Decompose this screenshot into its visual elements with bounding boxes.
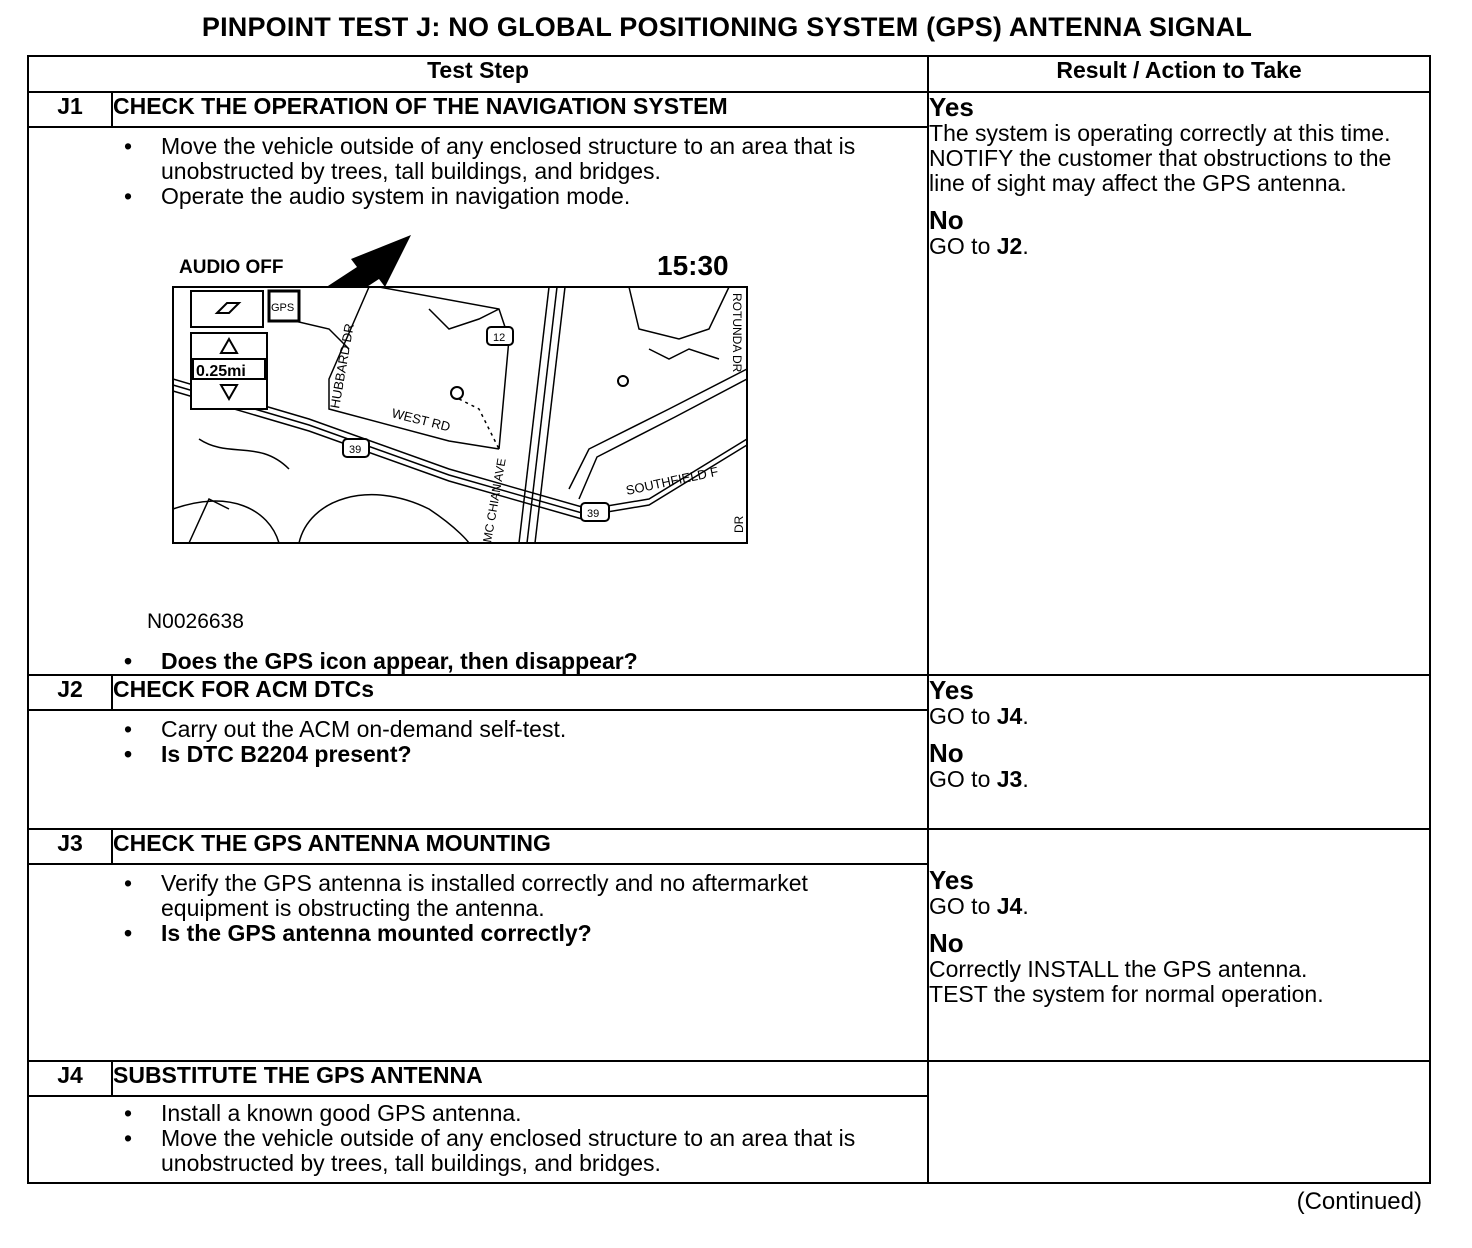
bullet: • Move the vehicle outside of any enclosed structure to an area that is unobstructed by trees, tall buildings, and bridges. <box>29 1126 927 1176</box>
step-j4-body <box>28 1096 928 1183</box>
step-j3-result <box>928 829 1430 1061</box>
step-j4-title-row <box>28 1061 1430 1096</box>
yes-target-link: J4 <box>996 703 1023 729</box>
bullet: • Operate the audio system in navigation mode. <box>29 184 927 209</box>
street-label: SOUTHFIELD F <box>624 463 720 498</box>
figure-label: N0026638 <box>147 610 244 633</box>
yes-label: Yes <box>929 675 974 705</box>
bullet-question: • Is DTC B2204 present? <box>29 742 927 767</box>
yes-action: The system is operating correctly at this time. NOTIFY the customer that obstructions to the line of sight may affect the GPS antenna. <box>929 120 1392 196</box>
yes-action <box>929 894 1429 919</box>
nav-map-illustration <box>29 209 929 649</box>
header-row <box>28 56 1430 92</box>
step-j1-body <box>28 127 928 675</box>
street-label: ROTUNDA DR <box>730 293 744 373</box>
step-j3-body <box>28 864 928 1061</box>
street-label: WEST RD <box>390 405 452 435</box>
bullet: • Carry out the ACM on-demand self-test. <box>29 717 927 742</box>
yes-action-text: GO to <box>929 703 997 729</box>
street-label: MC CHIAN AVE <box>480 457 509 544</box>
step-title: CHECK FOR ACM DTCs <box>112 675 928 710</box>
route-39-label: 39 <box>587 508 600 520</box>
yes-target-link: J4 <box>996 893 1023 919</box>
page-title: PINPOINT TEST J: NO GLOBAL POSITIONING SYSTEM (GPS) ANTENNA SIGNAL <box>201 12 1253 42</box>
gps-icon-label: GPS <box>271 302 295 314</box>
no-action-line: Correctly INSTALL the GPS antenna. <box>929 956 1308 982</box>
no-action <box>929 234 1429 259</box>
step-title: SUBSTITUTE THE GPS ANTENNA <box>112 1061 928 1096</box>
no-label: No <box>929 738 964 768</box>
navigation-screen-figure <box>29 209 927 649</box>
no-label: No <box>929 928 964 958</box>
audio-off-text: AUDIO OFF <box>179 257 284 278</box>
bullet: • Install a known good GPS antenna. <box>29 1101 927 1126</box>
period: . <box>1022 703 1029 729</box>
step-j4-result <box>928 1061 1430 1183</box>
step-j3-title-row <box>28 829 1430 864</box>
period: . <box>1022 766 1029 792</box>
pinpoint-test-table <box>27 55 1431 1184</box>
bullet-question: • Is the GPS antenna mounted correctly? <box>29 921 927 946</box>
no-target-link: J3 <box>996 766 1023 792</box>
yes-action-text: GO to <box>929 893 997 919</box>
step-j2-body <box>28 710 928 829</box>
step-j1-title-row <box>28 92 1430 127</box>
step-number: J1 <box>28 92 112 127</box>
route-12-label: 12 <box>493 332 506 344</box>
compass-button <box>191 291 263 327</box>
no-label: No <box>929 205 964 235</box>
no-target-link: J2 <box>996 233 1023 259</box>
yes-label: Yes <box>929 92 974 122</box>
street-label: DR <box>732 515 746 533</box>
yes-action <box>929 704 1429 729</box>
no-action-text: GO to <box>929 233 997 259</box>
period: . <box>1022 893 1029 919</box>
route-39-label: 39 <box>349 444 362 456</box>
no-action <box>929 767 1429 792</box>
period: . <box>1022 233 1029 259</box>
continued-note: (Continued) <box>1296 1188 1422 1215</box>
yes-label: Yes <box>929 865 974 895</box>
step-number: J4 <box>28 1061 112 1096</box>
bullet: • Verify the GPS antenna is installed correctly and no aftermarket equipment is obstructing the antenna. <box>29 871 927 921</box>
bullet: • Move the vehicle outside of any enclosed structure to an area that is unobstructed by trees, tall buildings, and bridges. <box>29 134 927 184</box>
bullet-question: • Does the GPS icon appear, then disappear? <box>29 649 927 674</box>
step-j2-result <box>928 675 1430 829</box>
no-action-text: GO to <box>929 766 997 792</box>
step-j1-result <box>928 92 1430 675</box>
header-result: Result / Action to Take <box>928 56 1430 92</box>
header-test-step: Test Step <box>28 56 928 92</box>
step-number: J3 <box>28 829 112 864</box>
scale-text: 0.25mi <box>196 363 246 380</box>
street-label: HUBBARD DR <box>327 322 357 410</box>
no-action-line: TEST the system for normal operation. <box>929 981 1324 1007</box>
step-title: CHECK THE GPS ANTENNA MOUNTING <box>112 829 928 864</box>
step-title: CHECK THE OPERATION OF THE NAVIGATION SYSTEM <box>112 92 928 127</box>
clock-text: 15:30 <box>657 250 729 281</box>
step-j2-title-row <box>28 675 1430 710</box>
step-number: J2 <box>28 675 112 710</box>
